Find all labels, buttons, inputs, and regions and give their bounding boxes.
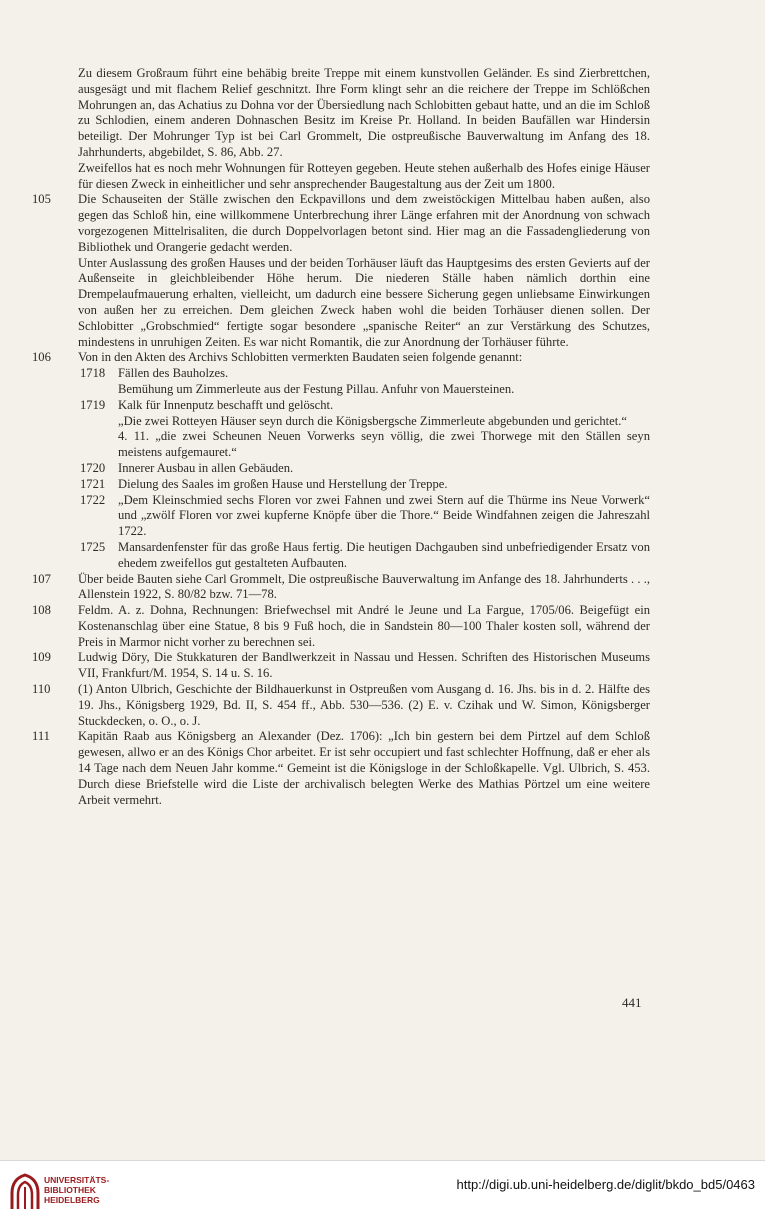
footnote-110 [32,682,650,729]
entry-line: Bemühung um Zimmerleute aus der Festung Pillau. Anfuhr von Mauersteinen. [118,381,515,396]
footnote-text: (1) Anton Ulbrich, Geschichte der Bildhauerkunst in Ostpreußen vom Ausgang d. 16. Jhs. bis in d. 2. Hälfte des 19. Jhs., Königsberg 1929, Bd. II, S. 454 ff., Abb. 530—536. (2) E. v. Czihak und W. Simon, Königsberger Stuckdecken, o. O., o. J. [78,682,650,728]
footnote-111 [32,729,650,808]
date-entry [78,366,650,398]
library-name-line: HEIDELBERG [44,1195,100,1205]
footnote-number: 106 [32,350,51,365]
library-name-line: UNIVERSITÄTS- [44,1175,110,1185]
footnote-number: 110 [32,682,51,697]
footnote-number: 107 [32,571,51,586]
building-dates-list [78,366,650,571]
page-number: 441 [622,995,642,1010]
footnote-text: Unter Auslassung des großen Hauses und der beiden Torhäuser läuft das Hauptgesims des ersten Gevierts auf der Außenseite in gleichbleibender Höhe herum. Die niederen Ställe haben nämlich dorthin eine Drempelaufmauerung erhalten, vielleicht, um dadurch eine bessere Sicherung gegen unliebsame Einwirkungen von außen her zu erreichen. Dem gleichen Zweck haben wohl die beiden Torhäuser dienen sollen. Der Schlobitter „Grobschmied“ fertigte sogar besondere „spanische Reiter“ an zur Verstärkung des Schutzes, mindestens in unruhigen Zeiten. Es war nicht Romantik, die zur Anordnung der Torhäuser führte. [78,255,650,349]
entry-line: 4. 11. „die zwei Scheunen Neuen Vorwerks seyn völlig, die zwei Thorwege mit den Ställen seyn meistens aufgemauret.“ [118,429,650,460]
footnote-text: Über beide Bauten siehe Carl Grommelt, Die ostpreußische Bauverwaltung im Anfange des 18. Jahrhunderts . . ., Allenstein 1922, S. 80/82 bzw. 71—78. [78,571,650,602]
intro-paragraph-2: Zweifellos hat es noch mehr Wohnungen für Rotteyen gegeben. Heute stehen außerhalb des Hofes einige Häuser für diesen Zweck in einheitlicher und sehr ansprechender Baugestaltung aus der Zeit um 1800. [78,160,650,191]
footnote-107 [32,571,650,604]
entry-year: 1725 [80,539,106,554]
footnote-text: Ludwig Döry, Die Stukkaturen der Bandlwerkzeit in Nassau und Hessen. Schriften des Historischen Museums VII, Frankfurt/M. 1954, S. 14 u. S. 16. [78,650,650,681]
footnote-text: Von in den Akten des Archivs Schlobitten vermerkten Baudaten seien folgende genannt: [78,350,523,365]
footnote-105 [32,192,650,350]
entry-line: Dielung des Saales im großen Hause und Herstellung der Treppe. [118,476,448,491]
intro-paragraph-1: Zu diesem Großraum führt eine behäbig breite Treppe mit einem kunstvollen Geländer. Es sind Zierbrettchen, ausgesägt und mit flachem Relief geschnitzt. Ihre Form klingt sehr an die reichere der Treppe im Schlößchen Mohrungen an, das Achatius zu Dohna vor der Übersiedlung nach Schlobitten gebaut hatte, und an die im Schloß zu Schlodien, einem anderen Dohnaschen Besitz im Kreise Pr. Holland. In beiden Baufällen war Hindersin beteiligt. Der Mohrunger Typ ist bei Carl Grommelt, Die ostpreußische Bauverwaltung im Anfang des 18. Jahrhunderts, abgebildet, S. 86, Abb. 27. [78,66,650,159]
entry-line: Kalk für Innenputz beschafft und gelöscht. [118,397,334,412]
footnote-number: 111 [32,729,50,744]
footnote-108 [32,603,650,650]
entry-line: Fällen des Bauholzes. [118,366,229,381]
library-logo-icon [8,1171,42,1211]
entry-year: 1718 [80,366,106,381]
date-entry [78,461,650,477]
footnote-109 [32,650,650,682]
entry-year: 1721 [80,476,106,491]
entry-year: 1720 [80,460,106,475]
library-name [44,1175,109,1205]
footnote-text: Kapitän Raab aus Königsberg an Alexander (Dez. 1706): „Ich bin gestern bei dem Pirtzel auf dem Schloß gewesen, allwo er an des Königs Chor arbeitet. Er ist sehr occupiert und fast schlechter Hoffnung, daß er eher als 14 Tage nach dem Neuen Jahr komme.“ Gemeint ist die Königsloge in der Schloßkapelle. Vgl. Ulbrich, S. 453. Durch diese Briefstelle wird die Liste der archivalisch belegten Werke des Mathias Pörtzel um eine weitere Arbeit vermehrt. [78,729,650,807]
date-entry [78,398,650,461]
permalink-url[interactable]: http://digi.ub.uni-heidelberg.de/diglit/bkdo_bd5/0463 [456,1177,755,1192]
footnote-text: Die Schauseiten der Ställe zwischen den Eckpavillons und dem zweistöckigen Mittelbau haben außen, also gegen das Schloß hin, eine willkommene Unterbrechung ihrer Länge erfahren mit der Anordnung von schwach vorgezogenen Mittelrisaliten, die durch Doppelvorlagen betont sind. Hier mag an die Fassadengliederung von Bibliothek und Orangerie gedacht werden. [78,192,650,254]
footnote-number: 108 [32,603,51,618]
entry-line: „Dem Kleinschmied sechs Floren vor zwei Fahnen und zwei Stern auf die Thürme ins Neue Vorwerk“ und „zwölf Floren vor zwei kupferne Knöpfe über die Thore.“ Beide Windfahnen zeigen die Jahreszahl 1722. [118,492,650,539]
date-entry [78,493,650,540]
entry-year: 1722 [80,492,106,507]
footnote-106 [32,350,650,571]
footnote-number: 105 [32,192,51,207]
library-name-line: BIBLIOTHEK [44,1185,96,1195]
library-footer [0,1160,765,1221]
entry-year: 1719 [80,397,106,412]
date-entry [78,477,650,493]
entry-line: Mansardenfenster für das große Haus fertig. Die heutigen Dachgauben sind unbefriedigender Ersatz von ehedem zweifellos gut gestalteten Aufbauten. [118,539,650,570]
entry-line: „Die zwei Rotteyen Häuser seyn durch die Königsbergsche Zimmerleute abgebunden und gerichtet.“ [118,413,627,428]
footnote-text: Feldm. A. z. Dohna, Rechnungen: Briefwechsel mit André le Jeune und La Fargue, 1705/06. Beigefügt ein Kostenanschlag über eine Statue, 8 bis 9 Fuß hoch, die in Sandstein 80—100 Thaler kosten soll, während der Preis in Marmor nicht vorher zu berechnen sei. [78,603,650,649]
page-text-block [32,66,650,808]
date-entry [78,540,650,572]
entry-line: Innerer Ausbau in allen Gebäuden. [118,460,294,475]
footnote-number: 109 [32,650,51,665]
